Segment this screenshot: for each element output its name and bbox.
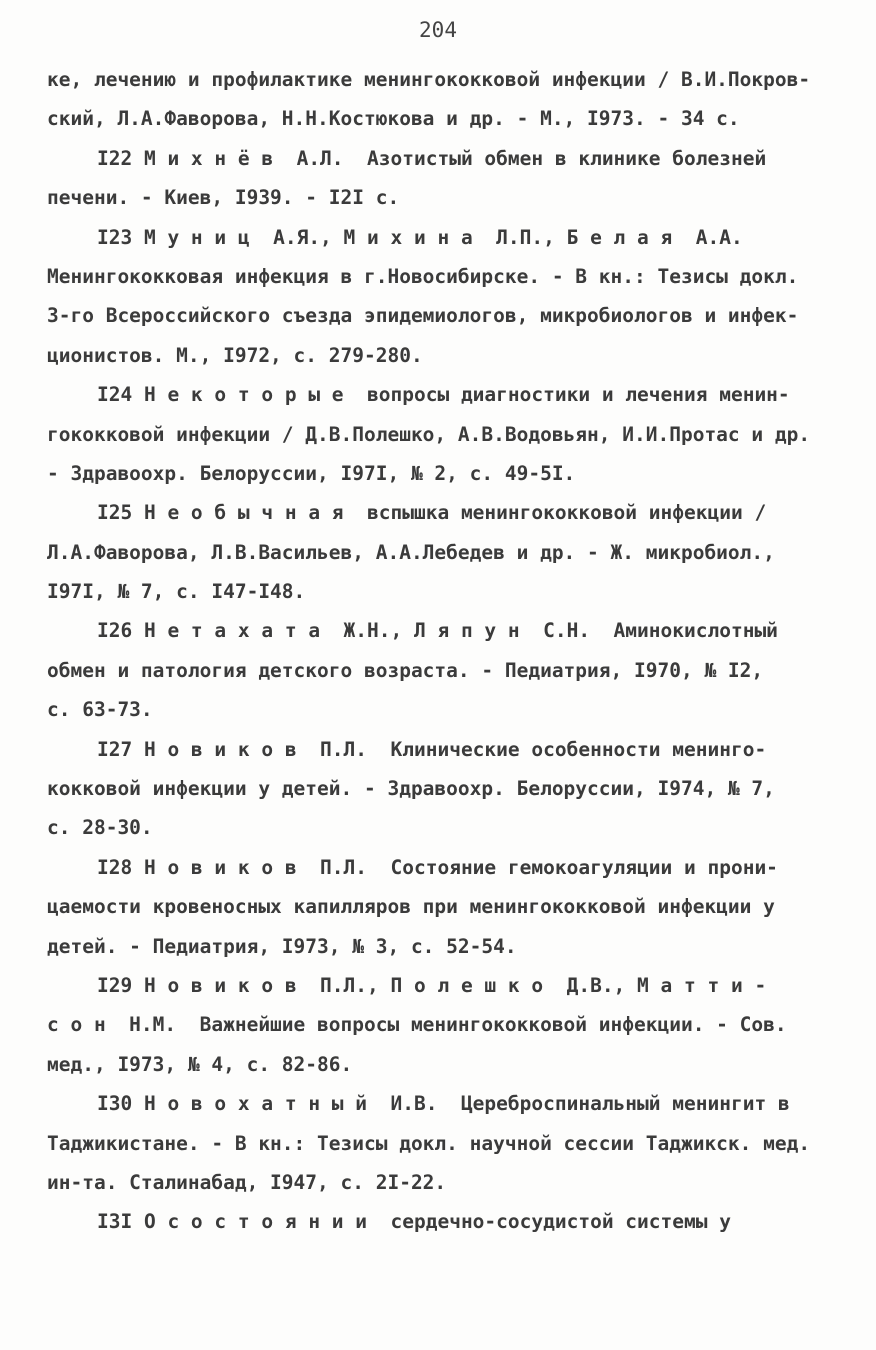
bibliography-text: [47, 60, 837, 1242]
text-line: гококковой инфекции / Д.В.Полешко, А.В.Водовьян, И.И.Протас и др.: [47, 422, 811, 446]
text-line: ский, Л.А.Фаворова, Н.Н.Костюкова и др. - М., I973. - 34 с.: [47, 107, 740, 131]
text-line: 3-го Всероссийского съезда эпидемиологов, микробиологов и инфек-: [47, 304, 799, 328]
text-line: I23 М у н и ц А.Я., М и х и н а Л.П., Б е л а я А.А.: [97, 225, 743, 249]
text-line: I22 М и х н ё в А.Л. Азотистый обмен в клинике болезней: [97, 146, 767, 170]
text-line: мед., I973, № 4, с. 82-86.: [47, 1052, 353, 1076]
text-line: с. 63-73.: [47, 698, 153, 722]
text-line: Менингококковая инфекция в г.Новосибирске. - В кн.: Тезисы докл.: [47, 264, 799, 288]
text-line: I25 Н е о б ы ч н а я вспышка менингококковой инфекции /: [97, 501, 767, 525]
text-line: с о н Н.М. Важнейшие вопросы менингококковой инфекции. - Сов.: [47, 1013, 787, 1037]
text-line: ке, лечению и профилактике менингококковой инфекции / В.И.Покров-: [47, 68, 811, 91]
text-line: цаемости кровеносных капилляров при менингококковой инфекции у: [47, 895, 775, 919]
text-line: I28 Н о в и к о в П.Л. Состояние гемокоагуляции и прони-: [97, 855, 778, 879]
text-line: обмен и патология детского возраста. - Педиатрия, I970, № I2,: [47, 658, 764, 682]
text-line: печени. - Киев, I939. - I2I с.: [47, 186, 400, 210]
text-line: детей. - Педиатрия, I973, № 3, с. 52-54.: [47, 934, 517, 958]
text-line: I24 Н е к о т о р ы е вопросы диагностики и лечения менин-: [97, 383, 790, 407]
text-line: I97I, № 7, с. I47-I48.: [47, 580, 306, 604]
text-line: ционистов. М., I972, с. 279-280.: [47, 343, 423, 367]
text-line: I27 Н о в и к о в П.Л. Клинические особенности менинго-: [97, 737, 767, 761]
text-line: I29 Н о в и к о в П.Л., П о л е ш к о Д.В., М а т т и -: [97, 973, 767, 997]
text-line: Л.А.Фаворова, Л.В.Васильев, А.А.Лебедев и др. - Ж. микробиол.,: [47, 540, 775, 564]
text-line: I30 Н о в о х а т н ы й И.В. Цереброспинальный менингит в: [97, 1092, 790, 1116]
text-line: кокковой инфекции у детей. - Здравоохр. Белоруссии, I974, № 7,: [47, 777, 775, 801]
text-line: I26 Н е т а х а т а Ж.Н., Л я п у н С.Н. Аминокислотный: [97, 619, 778, 643]
page-number: 204: [419, 18, 457, 42]
text-line: I3I О с о с т о я н и и сердечно-сосудистой системы у: [97, 1210, 731, 1234]
text-line: Таджикистане. - В кн.: Тезисы докл. научной сессии Таджикск. мед.: [47, 1131, 811, 1155]
text-line: с. 28-30.: [47, 816, 153, 840]
text-line: ин-та. Сталинабад, I947, с. 2I-22.: [47, 1170, 447, 1194]
text-line: - Здравоохр. Белоруссии, I97I, № 2, с. 49-5I.: [47, 461, 576, 485]
